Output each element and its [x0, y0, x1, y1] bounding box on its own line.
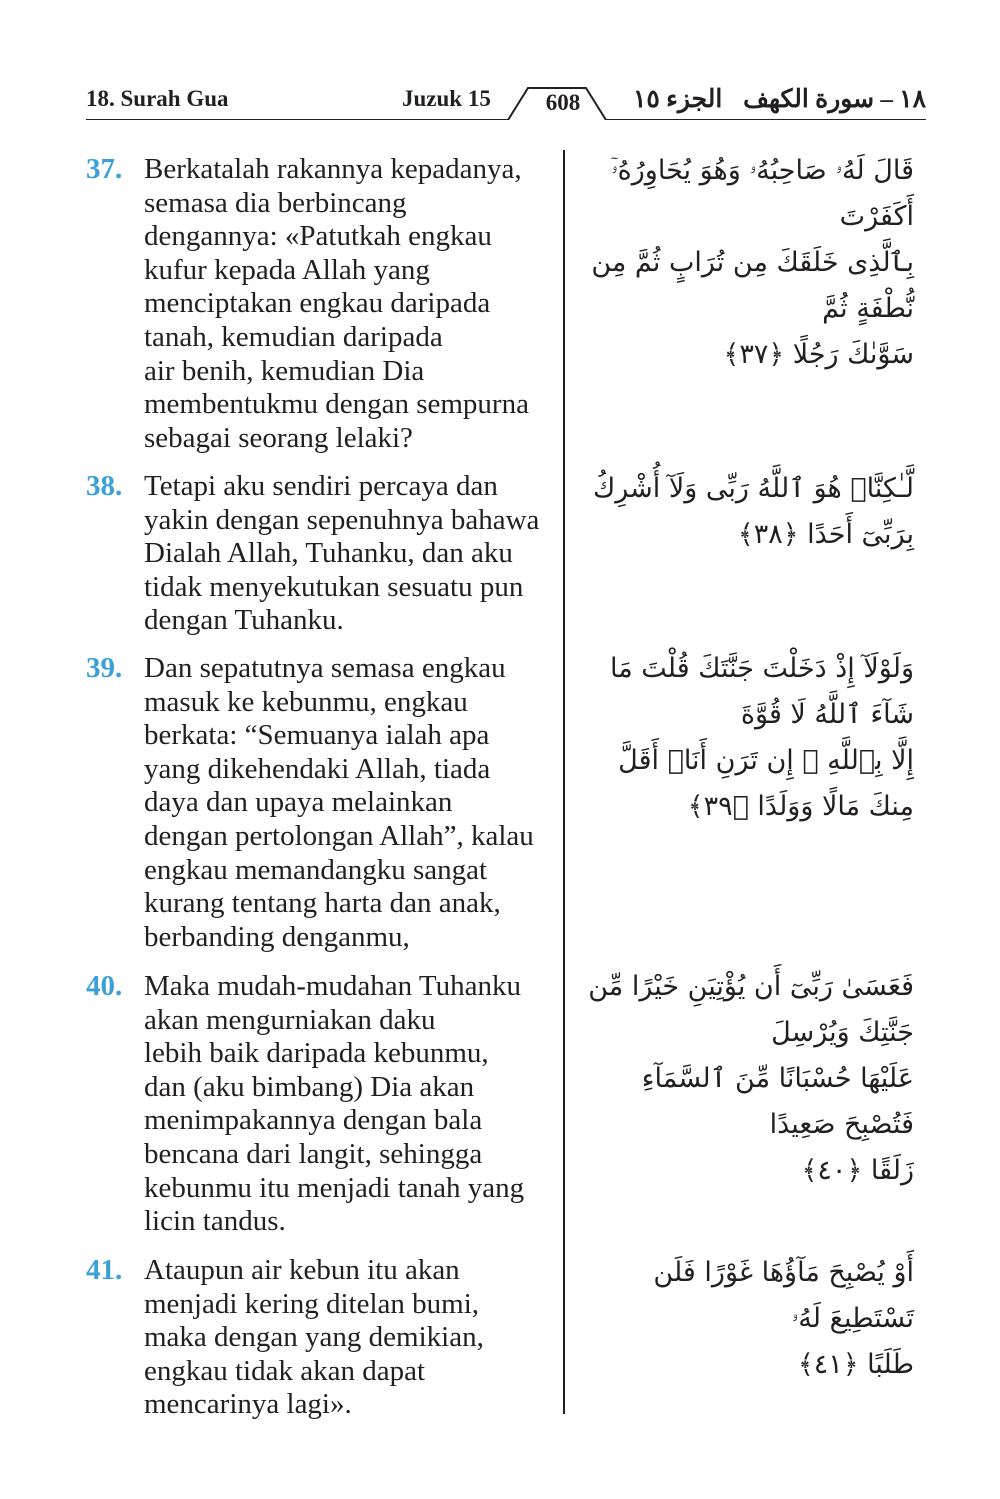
verse-translation: Berkatalah rakannya kepadanya, semasa dia berbincang dengannya: «Patutkah engkau kufur kepada Allah yang menciptakan engkau daripada tanah, kemudian daripada air benih, kemudian Dia membentukmu dengan sempurna sebagai seorang lelaki? — [144, 153, 529, 454]
juzuk-label: Juzuk 15 — [402, 86, 491, 111]
verse-37-arabic: قَالَ لَهُۥ صَاحِبُهُۥ وَهُوَ يُحَاوِرُهُۥٓ أَكَفَرْتَ بِٱلَّذِى خَلَقَكَ مِن تُرَابٍ ثُمَّ مِن نُّطْفَةٍ ثُمَّ سَوَّىٰكَ رَجُلًا ﴿٣٧﴾ — [591, 155, 914, 370]
verse-number: 38. — [86, 470, 123, 502]
verse-39-arabic: وَلَوْلَآ إِذْ دَخَلْتَ جَنَّتَكَ قُلْتَ مَا شَآءَ ٱللَّهُ لَا قُوَّةَ إِلَّا بِٱللَّهِ ۚ إِن تَرَنِ أَنَا۠ أَقَلَّ مِنكَ مَالًا وَوَلَدًا ﴿٣٩﴾ — [609, 653, 914, 822]
page-number: 608 — [545, 90, 581, 115]
verse-translation: Tetapi aku sendiri percaya dan yakin dengan sepenuhnya bahawa Dialah Allah, Tuhanku, dan aku tidak menyekutukan sesuatu pun dengan Tuhanku. — [144, 470, 540, 637]
verse-number: 37. — [86, 153, 123, 185]
surah-title-arabic: ١٨ – سورة الكهف — [743, 86, 926, 113]
verse-number: 39. — [86, 652, 123, 684]
verse-translation: Dan sepatutnya semasa engkau masuk ke kebunmu, engkau berkata: “Semuanya ialah apa yang dikehendaki Allah, tiada daya dan upaya melainkan dengan pertolongan Allah”, kalau engkau memandangku sangat kurang tentang harta dan anak, berbanding denganmu, — [144, 652, 534, 953]
surah-title: 18. Surah Gua — [86, 86, 229, 111]
verse-number: 40. — [86, 970, 123, 1002]
verse-38-arabic: لَّـٰكِنَّا۠ هُوَ ٱللَّهُ رَبِّى وَلَآ أُشْرِكُ بِرَبِّىٓ أَحَدًا ﴿٣٨﴾ — [593, 473, 914, 550]
verse-translation: Maka mudah-mudahan Tuhanku akan mengurniakan daku lebih baik daripada kebunmu, dan (aku bimbang) Dia akan menimpakannya dengan bala bencana dari langit, sehingga kebunmu itu menjadi tanah yang licin tandus. — [144, 970, 525, 1238]
verse-41-arabic: أَوْ يُصْبِحَ مَآؤُهَا غَوْرًا فَلَن تَسْتَطِيعَ لَهُۥ طَلَبًا ﴿٤١﴾ — [653, 1257, 914, 1380]
verse-translation: Ataupun air kebun itu akan menjadi kering ditelan bumi, maka dengan yang demikian, engkau tidak akan dapat mencarinya lagi». — [144, 1254, 484, 1421]
verse-40-arabic: فَعَسَىٰ رَبِّىٓ أَن يُؤْتِيَنِ خَيْرًا مِّن جَنَّتِكَ وَيُرْسِلَ عَلَيْهَا حُسْبَانًا مِّنَ ٱلسَّمَآءِ فَتُصْبِحَ صَعِيدًا زَلَقًا ﴿٤٠﴾ — [588, 971, 914, 1186]
page-header — [86, 80, 926, 120]
juz-arabic: الجزء ١٥ — [633, 86, 723, 113]
verse-number: 41. — [86, 1254, 123, 1286]
